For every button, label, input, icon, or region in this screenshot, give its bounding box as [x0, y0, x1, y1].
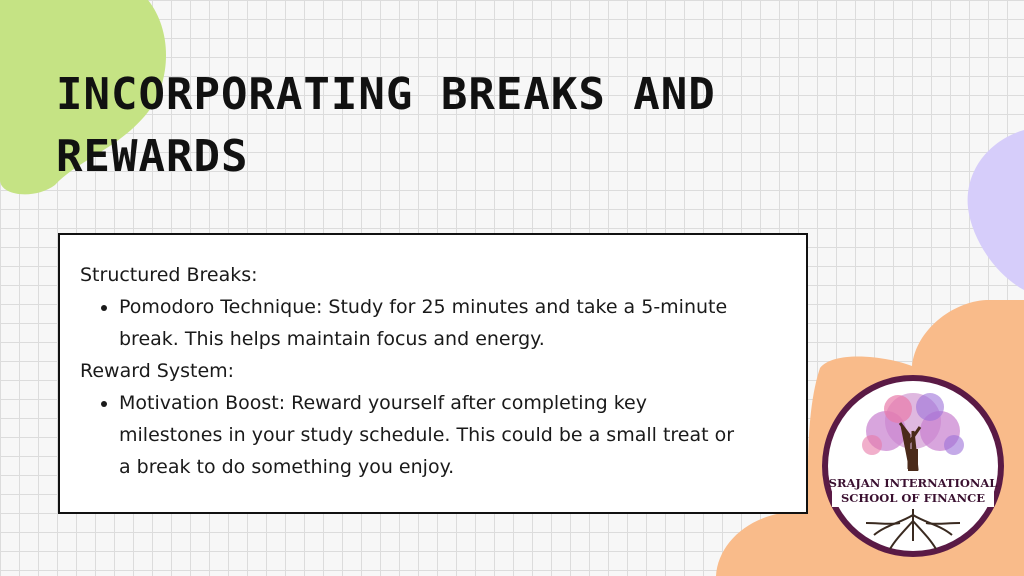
school-logo — [820, 373, 1006, 559]
bullet-list — [80, 387, 786, 483]
lavender-blob-decoration — [960, 130, 1024, 290]
content-box — [58, 233, 808, 514]
logo-text-line2: SCHOOL OF FINANCE — [840, 491, 986, 505]
logo-text-line1: SRAJAN INTERNATIONAL — [828, 476, 998, 490]
bullet-motivation: • Motivation Boost: Reward yourself after completing key milestones in your study schedule. This could be a small treat or a break to do something you enjoy. — [119, 387, 786, 483]
bullet-list — [80, 291, 786, 355]
bullet-pomodoro: • Pomodoro Technique: Study for 25 minutes and take a 5-minute break. This helps maintain focus and energy. — [119, 291, 786, 355]
section-heading-structured-breaks: Structured Breaks: — [80, 264, 258, 286]
section-heading-reward-system: Reward System: — [80, 360, 235, 382]
slide-title: INCORPORATING BREAKS AND REWARDS — [56, 69, 716, 182]
